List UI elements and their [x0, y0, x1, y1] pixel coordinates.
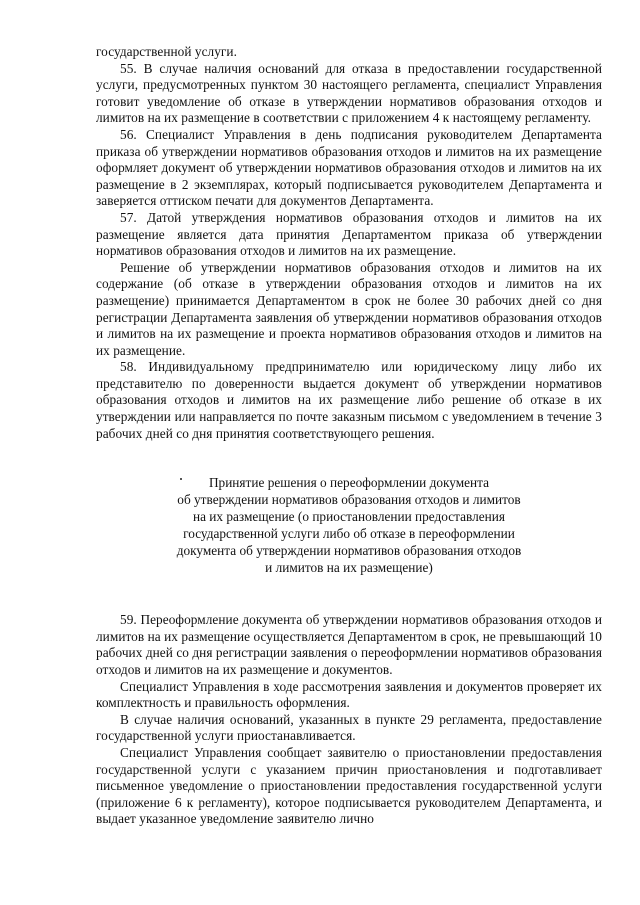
paragraph-59-suspension: В случае наличия оснований, указанных в пункте 29 регламента, предоставление государственной услуги приостанавливается. — [96, 711, 602, 744]
heading-line: государственной услуги либо об отказе в переоформлении — [183, 526, 515, 542]
section-heading — [96, 474, 602, 576]
heading-line: и лимитов на их размещение) — [265, 560, 433, 576]
paragraph-58: 58. Индивидуальному предпринимателю или юридическому лицу либо их представителю по доверенности выдается документ об утверждении нормативов образования отходов и лимитов на их размещение либо решение об отказе в их утверждении или направляется по почте заказным письмом с уведомлением в течение 3 рабочих дней со дня принятия соответствующего решения. — [96, 359, 602, 441]
paragraph-59-check: Специалист Управления в ходе рассмотрения заявления и документов проверяет их комплектность и правильность оформления. — [96, 678, 602, 711]
paragraph-59: 59. Переоформление документа об утверждении нормативов образования отходов и лимитов на их размещение осуществляется Департаментом в срок, не превышающий 10 рабочих дней со дня регистрации заявления о переоформлении нормативов образования отходов и лимитов на их размещение и документов. — [96, 612, 602, 678]
paragraph-59-notice: Специалист Управления сообщает заявителю о приостановлении предоставления государственной услуги с указанием причин приостановления и подготавливает письменное уведомление о приостановлении предоставления государственной услуги (приложение 6 к регламенту), которое подписывается руководителем Департамента, и выдает указанное уведомление заявителю лично — [96, 745, 602, 827]
scan-speck — [180, 478, 182, 480]
paragraph-55: 55. В случае наличия оснований для отказа в предоставлении государственной услуги, предусмотренных пунктом 30 настоящего регламента, специалист Управления готовит уведомление об отказе в утверждении нормативов образования отходов и лимитов на их размещение в соответствии с приложением 4 к настоящему регламенту. — [96, 60, 602, 126]
heading-line: Принятие решения о переоформлении документа — [208, 475, 490, 491]
paragraph-57-decision: Решение об утверждении нормативов образования отходов и лимитов на их содержание (об отказе в утверждении образования отходов и лимитов на их размещение) принимается Департаментом в срок не более 30 рабочих дней со дня регистрации Департамента заявления об утверждении нормативов образования отходов и лимитов на их размещение и проекта нормативов образования отходов и лимитов на их размещение. — [96, 259, 602, 358]
paragraph-56: 56. Специалист Управления в день подписания руководителем Департамента приказа об утверждении нормативов образования отходов и лимитов на их размещение оформляет документ об утверждении нормативов образования отходов и лимитов на их размещение в 2 экземплярах, который подписывается руководителем Департамента и заверяется оттиском печати для документов Департамента. — [96, 126, 602, 209]
heading-line: документа об утверждении нормативов образования отходов — [176, 543, 522, 559]
heading-line: на их размещение (о приостановлении предоставления — [192, 509, 506, 525]
paragraph-57: 57. Датой утверждения нормативов образования отходов и лимитов на их размещение является дата принятия Департаментом приказа об утверждении нормативов образования отходов и лимитов на их размещение. — [96, 209, 602, 259]
heading-line: об утверждении нормативов образования отходов и лимитов — [177, 492, 521, 508]
top-fragment: государственной услуги. — [96, 44, 237, 59]
